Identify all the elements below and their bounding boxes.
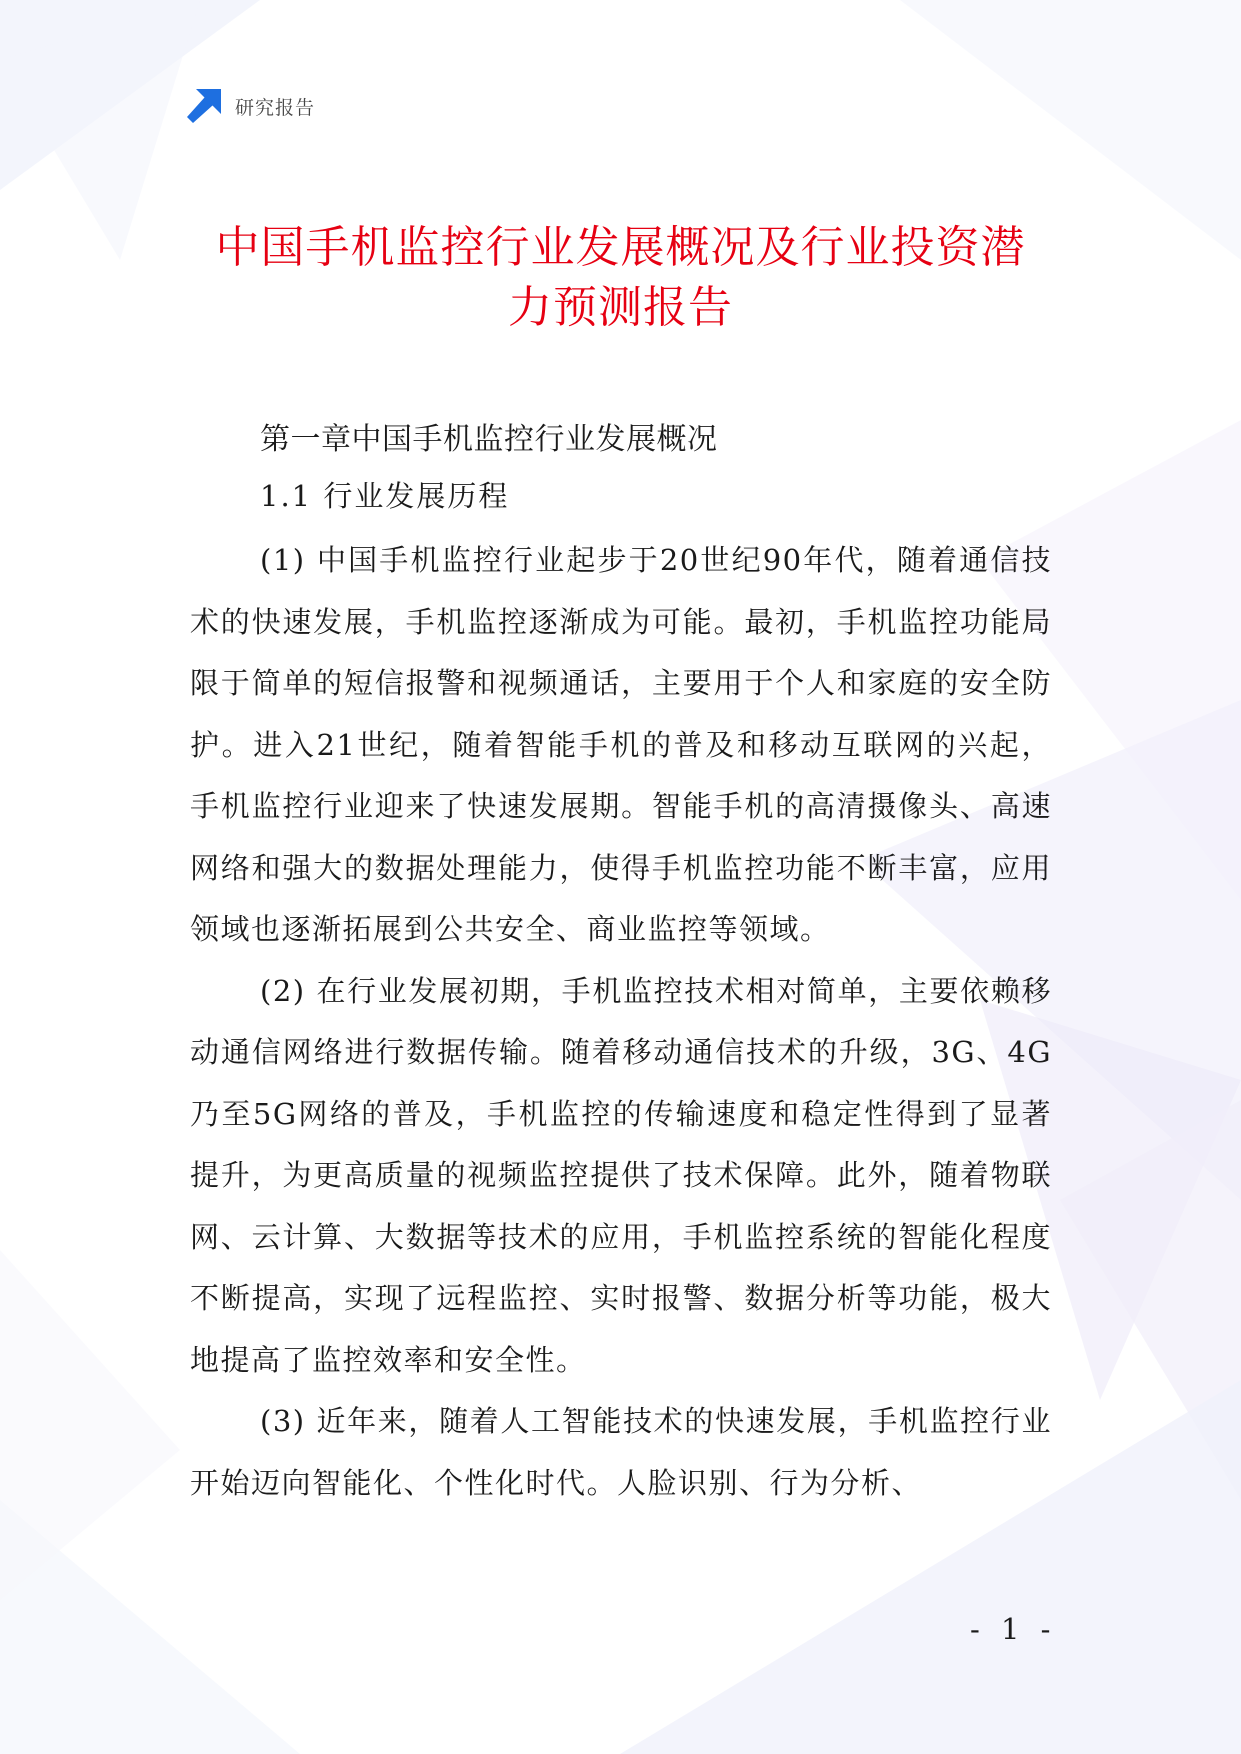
- report-header: [187, 88, 315, 124]
- report-label: 研究报告: [235, 96, 316, 119]
- report-title: [150, 218, 1091, 338]
- chapter-heading: 第一章中国手机监控行业发展概况: [260, 422, 718, 457]
- page-number: - 1 -: [970, 1612, 1057, 1646]
- document-body: [190, 412, 1052, 1514]
- title-line-2: 力预测报告: [508, 282, 733, 333]
- arrow-up-right-icon: [187, 89, 221, 123]
- paragraph-1: (1) 中国手机监控行业起步于20世纪90年代，随着通信技术的快速发展，手机监控逐渐成为可能。最初，手机监控功能局限于简单的短信报警和视频通话，主要用于个人和家庭的安全防护。进入21世纪，随着智能手机的普及和移动互联网的兴起，手机监控行业迎来了快速发展期。智能手机的高清摄像头、高速网络和强大的数据处理能力，使得手机监控功能不断丰富，应用领域也逐渐拓展到公共安全、商业监控等领域。: [190, 543, 1052, 946]
- title-line-1: 中国手机监控行业发展概况及行业投资潜: [215, 222, 1026, 273]
- paragraph-3: (3) 近年来，随着人工智能技术的快速发展，手机监控行业开始迈向智能化、个性化时代。人脸识别、行为分析、: [190, 1404, 1052, 1500]
- paragraph-2: (2) 在行业发展初期，手机监控技术相对简单，主要依赖移动通信网络进行数据传输。随着移动通信技术的升级，3G、4G乃至5G网络的普及，手机监控的传输速度和稳定性得到了显著提升，为更高质量的视频监控提供了技术保障。此外，随着物联网、云计算、大数据等技术的应用，手机监控系统的智能化程度不断提高，实现了远程监控、实时报警、数据分析等功能，极大地提高了监控效率和安全性。: [190, 973, 1052, 1377]
- section-heading: 1.1 行业发展历程: [260, 479, 510, 513]
